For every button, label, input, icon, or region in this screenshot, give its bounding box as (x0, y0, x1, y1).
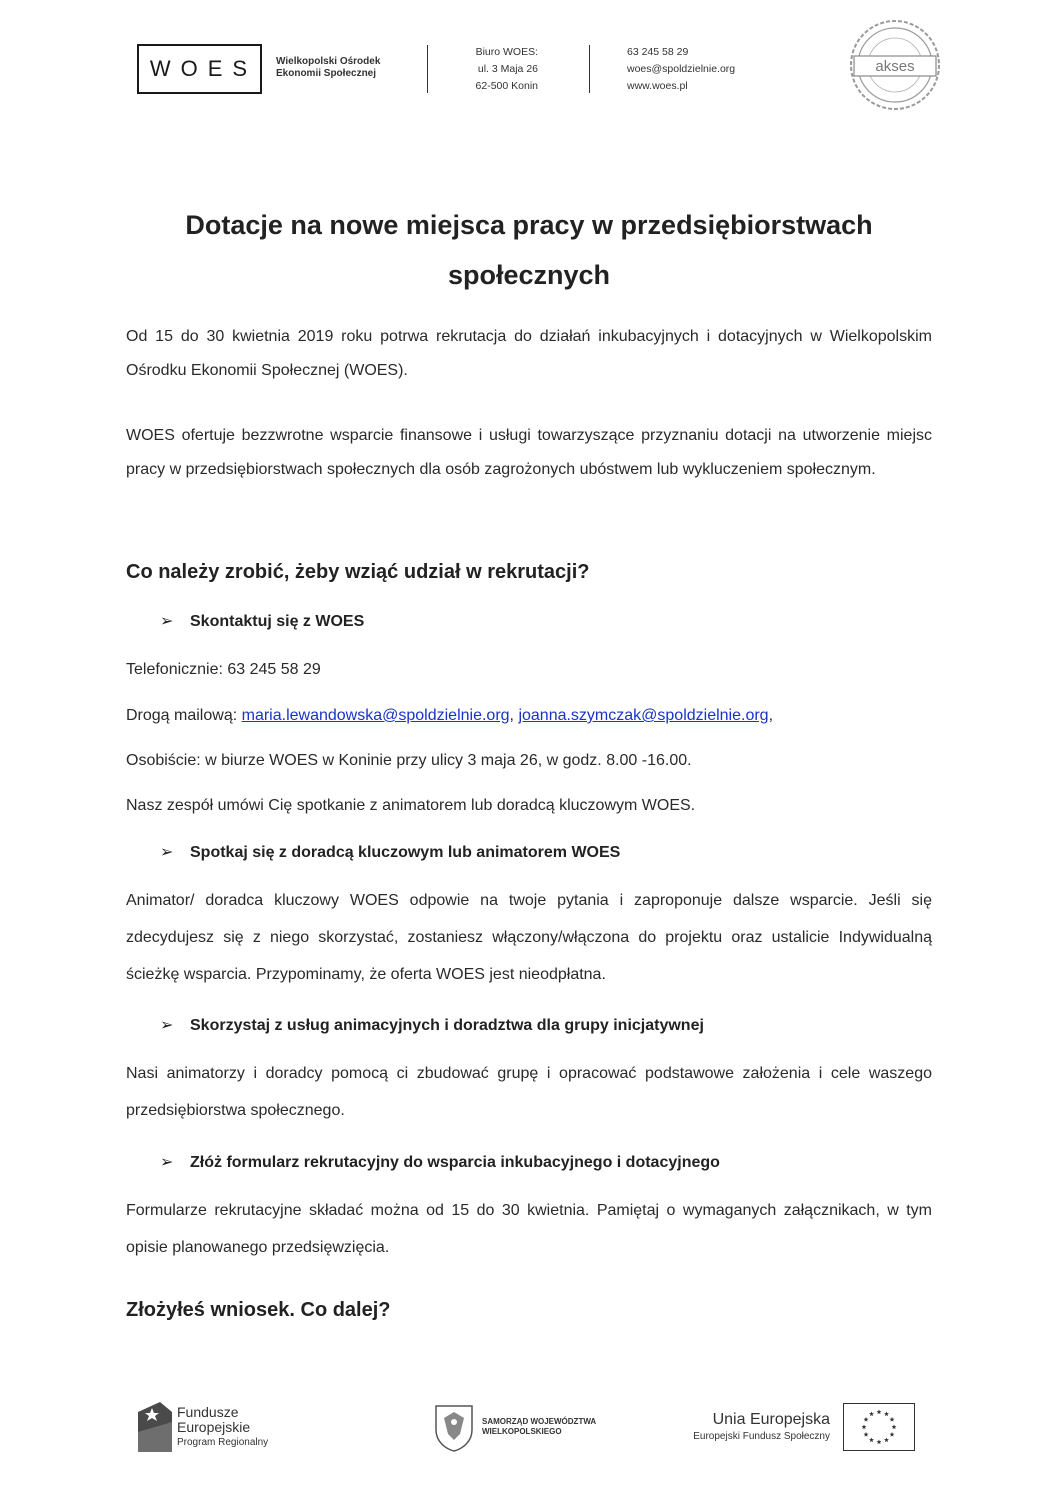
sw-line1: SAMORZĄD WOJEWÓDZTWA (482, 1417, 597, 1426)
contact-info (627, 44, 735, 95)
ue-line2: Europejski Fundusz Społeczny (693, 1431, 830, 1442)
step-3-heading (160, 1009, 704, 1043)
org-name-line1: Wielkopolski Ośrodek (276, 56, 381, 67)
org-name (276, 56, 380, 80)
step-2-text: Animator/ doradca kluczowy WOES odpowie na twoje pytania i zaproponuje dalsze wsparcie. Jeśli się zdecydujesz się z niego skorzystać, zostaniesz włączony/włączona do projektu oraz ustalicie Indywidualną ścieżkę wsparcia. Przypominamy, że oferta WOES jest nieodpłatna. (126, 892, 932, 983)
step-2-heading (160, 836, 620, 870)
step-3-title: Skorzystaj z usług animacyjnych i doradztwa dla grupy inicjatywnej (190, 1017, 704, 1034)
email-separator: , (509, 707, 519, 724)
intro-paragraph-2: WOES ofertuje bezzwrotne wsparcie finansowe i usługi towarzyszące przyznaniu dotacji na utworzenie miejsc pracy w przedsiębiorstwach społecznych dla osób zagrożonych ubóstwem lub wykluczeniem społecznym. (126, 427, 932, 478)
in-person-line: Osobiście: w biurze WOES w Koninie przy ulicy 3 maja 26, w godz. 8.00 -16.00. (126, 752, 692, 769)
section-heading-recruitment: Co należy zrobić, żeby wziąć udział w rekrutacji? (126, 561, 590, 583)
header-divider (427, 45, 428, 93)
wielkopolska-coat-of-arms-icon (434, 1404, 474, 1452)
contact-email[interactable]: woes@spoldzielnie.org (627, 63, 736, 75)
step-3-text: Nasi animatorzy i doradcy pomocą ci zbudować grupę i opracować podstawowe założenia i cele waszego przedsiębiorstwa społecznego. (126, 1065, 932, 1119)
email-link-joanna[interactable]: joanna.szymczak@spoldzielnie.org (518, 707, 769, 724)
arrow-bullet-icon: ➢ (160, 613, 174, 630)
header-divider (589, 45, 590, 93)
woes-logo (137, 44, 262, 94)
step-4-title: Złóż formularz rekrutacyjny do wsparcia inkubacyjnego i dotacyjnego (190, 1154, 720, 1171)
page-title (120, 200, 938, 300)
title-line2: społecznych (447, 260, 611, 290)
step-2-title: Spotkaj się z doradcą kluczowym lub animatorem WOES (190, 844, 621, 861)
email-trailing-comma: , (768, 707, 774, 724)
fe-line2: Europejskie (177, 1419, 251, 1435)
phone-line: Telefonicznie: 63 245 58 29 (126, 661, 321, 678)
fe-line1: Fundusze (177, 1404, 239, 1420)
fundusze-europejskie-icon (138, 1402, 172, 1452)
ue-line1: Unia Europejska (712, 1411, 830, 1428)
arrow-bullet-icon: ➢ (160, 844, 174, 861)
akses-seal-logo (836, 17, 954, 113)
fe-line3: Program Regionalny (177, 1437, 269, 1448)
title-line1: Dotacje na nowe miejsca pracy w przedsiębiorstwach (185, 210, 873, 240)
email-line (126, 699, 773, 733)
email-link-maria[interactable]: maria.lewandowska@spoldzielnie.org (241, 707, 510, 724)
arrow-bullet-icon: ➢ (160, 1154, 174, 1171)
fundusze-europejskie-text (177, 1405, 268, 1450)
org-name-line2: Ekonomii Społecznej (276, 68, 377, 79)
address-line: Biuro WOES: (475, 46, 538, 58)
email-label: Drogą mailową: (126, 707, 242, 724)
unia-europejska-text (676, 1410, 830, 1444)
eu-flag-icon (843, 1403, 915, 1451)
step-1-heading (160, 605, 364, 639)
seal-text: akses (875, 58, 915, 75)
woes-logo-text: WOES (149, 56, 258, 81)
section-heading-next: Złożyłeś wniosek. Co dalej? (126, 1299, 391, 1321)
address-line: ul. 3 Maja 26 (477, 63, 538, 75)
samorzad-wojewodztwa-text (482, 1417, 596, 1437)
intro-paragraph-1: Od 15 do 30 kwietnia 2019 roku potrwa rekrutacja do działań inkubacyjnych i dotacyjnych w Wielkopolskim Ośrodku Ekonomii Społecznej (WOES). (126, 328, 932, 379)
contact-phone: 63 245 58 29 (627, 46, 689, 58)
arrow-bullet-icon: ➢ (160, 1017, 174, 1034)
sw-line2: WIELKOPOLSKIEGO (482, 1427, 562, 1436)
step-1-title: Skontaktuj się z WOES (190, 613, 365, 630)
address-line: 62-500 Konin (475, 80, 538, 92)
office-address (438, 44, 538, 95)
team-line: Nasz zespół umówi Cię spotkanie z animatorem lub doradcą kluczowym WOES. (126, 797, 696, 814)
contact-website[interactable]: www.woes.pl (627, 80, 688, 92)
step-4-text: Formularze rekrutacyjne składać można od 15 do 30 kwietnia. Pamiętaj o wymaganych załącznikach, w tym opisie planowanego przedsięwzięcia. (126, 1202, 932, 1256)
step-4-heading (160, 1146, 720, 1180)
